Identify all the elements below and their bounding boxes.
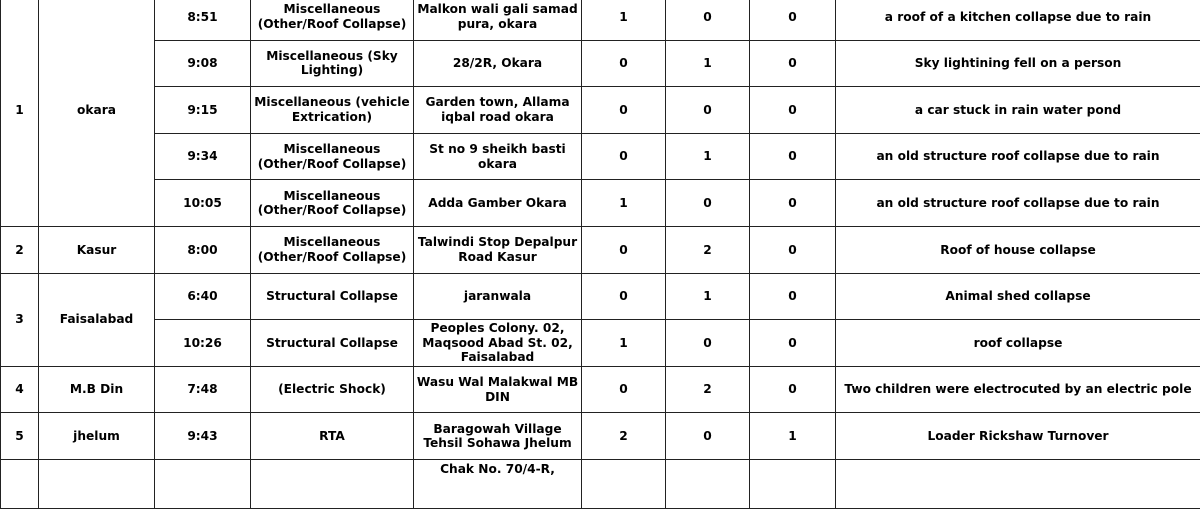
location-cell: Chak No. 70/4-R,: [414, 459, 582, 508]
count-cell-1: 0: [582, 366, 666, 413]
serial-number-cell: 5: [1, 413, 39, 460]
count-cell-3: 0: [750, 40, 836, 87]
table-row: [1, 40, 1200, 87]
count-cell-2: 2: [666, 226, 750, 273]
count-cell-2: 0: [666, 0, 750, 40]
district-cell: [39, 459, 155, 508]
time-cell: 9:43: [155, 413, 251, 460]
details-cell: Loader Rickshaw Turnover: [836, 413, 1200, 460]
incident-type-cell: Miscellaneous (Sky Lighting): [251, 40, 414, 87]
details-cell: Roof of house collapse: [836, 226, 1200, 273]
count-cell-2: 1: [666, 273, 750, 320]
table-row: [1, 413, 1200, 460]
incident-type-cell: Structural Collapse: [251, 273, 414, 320]
table-row: [1, 459, 1200, 508]
incident-type-cell: (Electric Shock): [251, 366, 414, 413]
details-cell: [836, 459, 1200, 508]
serial-number-cell: [1, 459, 39, 508]
incident-type-cell: RTA: [251, 413, 414, 460]
table-row: [1, 87, 1200, 134]
details-cell: an old structure roof collapse due to rain: [836, 133, 1200, 180]
location-cell: St no 9 sheikh basti okara: [414, 133, 582, 180]
serial-number-cell: 2: [1, 226, 39, 273]
details-cell: an old structure roof collapse due to rain: [836, 180, 1200, 227]
incident-type-cell: Miscellaneous (Other/Roof Collapse): [251, 0, 414, 40]
table-row: [1, 0, 1200, 40]
count-cell-2: 0: [666, 87, 750, 134]
table-row: [1, 133, 1200, 180]
table-row: [1, 273, 1200, 320]
details-cell: roof collapse: [836, 320, 1200, 367]
time-cell: 7:48: [155, 366, 251, 413]
location-cell: Malkon wali gali samad pura, okara: [414, 0, 582, 40]
incident-table-body: [1, 0, 1200, 508]
time-cell: 8:00: [155, 226, 251, 273]
district-cell: M.B Din: [39, 366, 155, 413]
count-cell-1: [582, 459, 666, 508]
count-cell-3: 1: [750, 413, 836, 460]
district-cell: Kasur: [39, 226, 155, 273]
count-cell-3: 0: [750, 366, 836, 413]
count-cell-3: 0: [750, 180, 836, 227]
district-cell: okara: [39, 0, 155, 226]
incident-type-cell: Miscellaneous (Other/Roof Collapse): [251, 133, 414, 180]
count-cell-1: 1: [582, 180, 666, 227]
table-row: [1, 366, 1200, 413]
count-cell-3: 0: [750, 273, 836, 320]
count-cell-1: 1: [582, 320, 666, 367]
incident-type-cell: Miscellaneous (Other/Roof Collapse): [251, 180, 414, 227]
time-cell: [155, 459, 251, 508]
time-cell: 10:05: [155, 180, 251, 227]
location-cell: 28/2R, Okara: [414, 40, 582, 87]
count-cell-2: 1: [666, 133, 750, 180]
details-cell: Sky lightining fell on a person: [836, 40, 1200, 87]
time-cell: 8:51: [155, 0, 251, 40]
location-cell: Adda Gamber Okara: [414, 180, 582, 227]
incident-type-cell: Miscellaneous (vehicle Extrication): [251, 87, 414, 134]
table-row: [1, 226, 1200, 273]
count-cell-3: 0: [750, 133, 836, 180]
count-cell-2: 1: [666, 40, 750, 87]
incident-type-cell: Miscellaneous (Other/Roof Collapse): [251, 226, 414, 273]
time-cell: 6:40: [155, 273, 251, 320]
count-cell-1: 0: [582, 226, 666, 273]
details-cell: Two children were electrocuted by an electric pole: [836, 366, 1200, 413]
district-cell: Faisalabad: [39, 273, 155, 366]
time-cell: 9:08: [155, 40, 251, 87]
serial-number-cell: 4: [1, 366, 39, 413]
count-cell-3: 0: [750, 87, 836, 134]
incident-type-cell: Structural Collapse: [251, 320, 414, 367]
district-cell: jhelum: [39, 413, 155, 460]
serial-number-cell: 1: [1, 0, 39, 226]
count-cell-2: 0: [666, 320, 750, 367]
table-row: [1, 180, 1200, 227]
count-cell-3: 0: [750, 226, 836, 273]
count-cell-1: 0: [582, 40, 666, 87]
count-cell-1: 0: [582, 87, 666, 134]
count-cell-1: 2: [582, 413, 666, 460]
count-cell-1: 0: [582, 273, 666, 320]
details-cell: Animal shed collapse: [836, 273, 1200, 320]
count-cell-3: 0: [750, 320, 836, 367]
time-cell: 9:15: [155, 87, 251, 134]
count-cell-1: 1: [582, 0, 666, 40]
count-cell-2: [666, 459, 750, 508]
table-row: [1, 320, 1200, 367]
location-cell: jaranwala: [414, 273, 582, 320]
count-cell-3: 0: [750, 0, 836, 40]
details-cell: a roof of a kitchen collapse due to rain: [836, 0, 1200, 40]
time-cell: 10:26: [155, 320, 251, 367]
incident-type-cell: [251, 459, 414, 508]
count-cell-2: 2: [666, 366, 750, 413]
count-cell-2: 0: [666, 180, 750, 227]
count-cell-3: [750, 459, 836, 508]
serial-number-cell: 3: [1, 273, 39, 366]
location-cell: Wasu Wal Malakwal MB DIN: [414, 366, 582, 413]
location-cell: Garden town, Allama iqbal road okara: [414, 87, 582, 134]
location-cell: Baragowah Village Tehsil Sohawa Jhelum: [414, 413, 582, 460]
location-cell: Talwindi Stop Depalpur Road Kasur: [414, 226, 582, 273]
time-cell: 9:34: [155, 133, 251, 180]
location-cell: Peoples Colony. 02, Maqsood Abad St. 02, Faisalabad: [414, 320, 582, 367]
details-cell: a car stuck in rain water pond: [836, 87, 1200, 134]
count-cell-1: 0: [582, 133, 666, 180]
count-cell-2: 0: [666, 413, 750, 460]
